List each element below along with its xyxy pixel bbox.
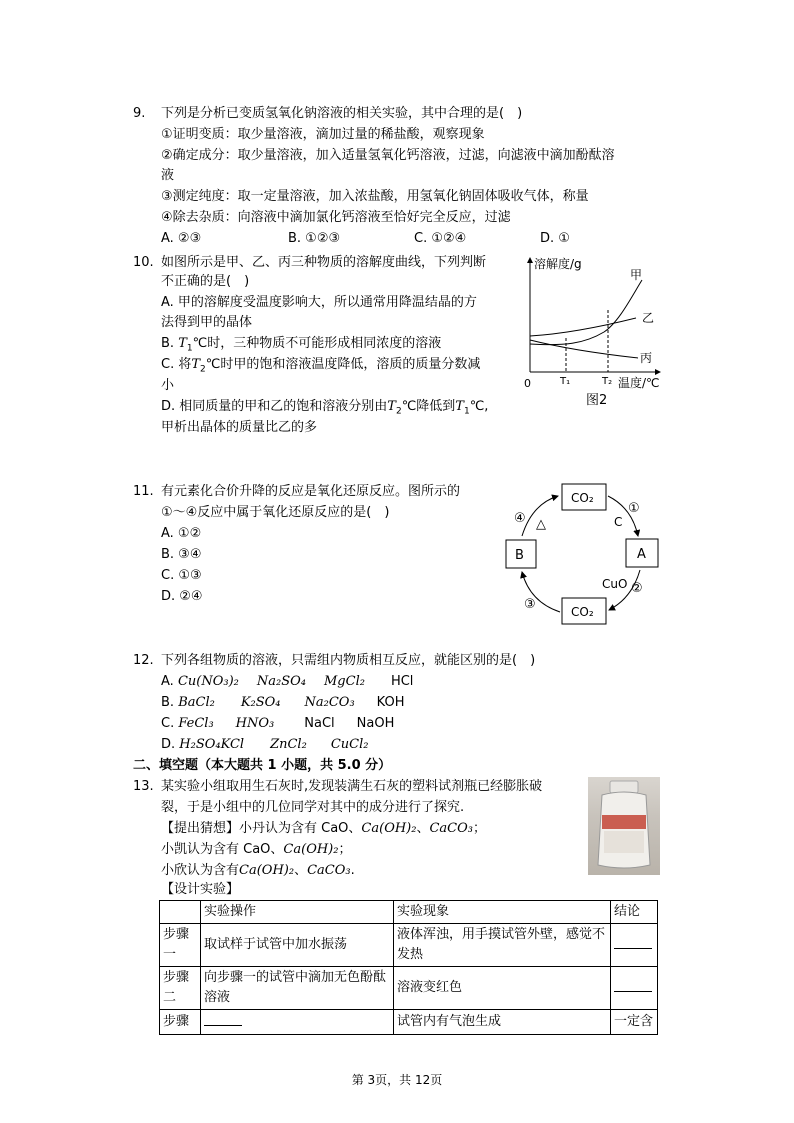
table-header-row (160, 901, 658, 924)
q13-guess-b-head: 小凯认为含有 CaO、 (161, 842, 284, 857)
q13-design-heading: 【设计实验】 (161, 882, 240, 897)
t1-label: T₁ (560, 376, 571, 387)
q12-a-3: MgCl₂ (323, 674, 365, 689)
q11-option-d: D. ②④ (161, 589, 203, 604)
q10-option-c-cont: 小 (161, 378, 175, 393)
q11-number: 11. (133, 484, 154, 499)
label-1: ① (628, 501, 640, 516)
reaction-cycle-diagram (500, 478, 668, 628)
q12-c-2: HNO₃ (235, 716, 275, 731)
page-footer: 第 3页，共 12页 (351, 1073, 443, 1087)
q9-item-3: ③测定纯度：取一定量溶液，加入浓盐酸，用氢氧化钠固体吸收气体，称量 (161, 189, 589, 204)
q13-guess-3 (161, 861, 355, 881)
q13-guess-c-1: Ca(OH)₂ (239, 863, 295, 878)
label-4: ④ (514, 511, 526, 526)
q12-c-3: NaCl (304, 716, 335, 731)
q12-b-1: BaCl₂ (178, 695, 215, 710)
q9-number: 9. (133, 106, 146, 121)
q13-guess-head: 【提出猜想】小丹认为含有 CaO、 (161, 821, 362, 836)
label-c: C (614, 515, 623, 529)
table-header-cell: 实验操作 (201, 901, 394, 924)
q10-option-c-text: ℃时甲的饱和溶液温度降低，溶质的质量分数减 (205, 357, 481, 372)
table-header-cell (160, 901, 201, 924)
q13-number: 13. (133, 779, 154, 794)
solubility-graph (524, 254, 664, 414)
q10-option-d-var1: T (387, 399, 396, 414)
q13-line-2: 裂，于是小组中的几位同学对其中的成分进行了探究. (161, 800, 465, 815)
q10-option-c-sub: 2 (200, 364, 206, 375)
q9-option-c: C. ①②④ (414, 231, 467, 246)
q9-stem: 下列是分析已变质氢氧化钠溶液的相关实验，其中合理的是( ) (161, 106, 523, 121)
q12-d-2: ZnCl₂ (270, 737, 307, 752)
table-cell-blank[interactable] (611, 967, 658, 1010)
q13-guess-c-sep: 、 (294, 863, 308, 878)
q12-number: 12. (133, 653, 154, 668)
table-row (160, 924, 658, 967)
q10-option-a-2: 法得到甲的晶体 (161, 315, 253, 330)
q10-option-c (161, 355, 480, 380)
q9-item-1: ①证明变质：取少量溶液，滴加过量的稀盐酸，观察现象 (161, 127, 485, 142)
q12-c-4: NaOH (356, 716, 395, 731)
q13-guess-a-1: Ca(OH)₂ (361, 821, 417, 836)
q12-d-prefix: D. (161, 737, 180, 752)
series-jia-label: 甲 (630, 268, 643, 282)
t2-label: T₂ (602, 376, 613, 387)
q11-stem-2: ①～④反应中属于氧化还原反应的是( ) (161, 505, 390, 520)
q11-option-b: B. ③④ (161, 547, 202, 562)
table-cell: 步骤一 (160, 924, 201, 967)
q12-a-4: HCl (390, 674, 414, 689)
q13-line-1: 某实验小组取用生石灰时,发现装满生石灰的塑料试剂瓶已经膨胀破 (161, 779, 543, 794)
table-header-cell: 实验现象 (394, 901, 611, 924)
q11-option-c: C. ①③ (161, 568, 202, 583)
q12-b-4: KOH (376, 695, 405, 710)
q13-guess-a-2: CaCO₃ (429, 821, 473, 836)
reagent-bottle-photo (588, 777, 660, 875)
table-cell: 试管内有气泡生成 (394, 1010, 611, 1035)
q13-guess-c-head: 小欣认为含有 (161, 863, 240, 878)
experiment-table (159, 900, 658, 1035)
node-a-label: A (637, 547, 646, 562)
label-3: ③ (524, 597, 536, 612)
q10-option-d-prefix: D. 相同质量的甲和乙的饱和溶液分别由 (161, 399, 388, 414)
q10-option-c-prefix: C. 将 (161, 357, 192, 372)
answer-blank[interactable] (614, 977, 652, 992)
q12-option-b (161, 693, 405, 713)
q12-c-prefix: C. (161, 716, 179, 731)
q9-option-b: B. ①②③ (288, 231, 341, 246)
table-cell: 向步骤一的试管中滴加无色酚酞溶液 (201, 967, 394, 1010)
q12-option-d (161, 735, 368, 755)
q10-option-a-1: A. 甲的溶解度受温度影响大，所以通常用降温结晶的方 (161, 295, 477, 310)
label-2: ② (631, 581, 643, 596)
q13-guess-a-end: ； (473, 821, 487, 836)
figure-caption: 图2 (586, 393, 608, 408)
q10-option-d-mid: ℃降低到 (401, 399, 456, 414)
table-row (160, 967, 658, 1010)
q12-d-1: H₂SO₄KCl (179, 737, 245, 752)
table-cell: 液体浑浊，用手摸试管外壁，感觉不发热 (394, 924, 611, 967)
q12-b-3: Na₂CO₃ (304, 695, 355, 710)
q12-option-c (161, 714, 394, 734)
answer-blank[interactable] (204, 1011, 242, 1026)
table-cell: 步骤 (160, 1010, 201, 1035)
q12-a-2: Na₂SO₄ (256, 674, 306, 689)
q9-item-2: ②确定成分：取少量溶液，加入适量氢氧化钙溶液，过滤，向滤液中滴加酚酞溶 (161, 148, 615, 163)
q13-guess-1 (161, 819, 486, 839)
curve-bing (530, 340, 638, 358)
q9-option-d: D. ① (540, 231, 570, 246)
q10-stem-2: 不正确的是( ) (161, 274, 250, 289)
q10-stem-1: 如图所示是甲、乙、丙三种物质的溶解度曲线，下列判断 (161, 255, 487, 270)
q12-stem: 下列各组物质的溶液，只需组内物质相互反应，就能区别的是( ) (161, 653, 536, 668)
x-axis-label: 温度/℃ (618, 376, 660, 390)
table-header-cell: 结论 (611, 901, 658, 924)
table-cell: 一定含 (611, 1010, 658, 1035)
label-heat: △ (536, 517, 546, 532)
q10-option-c-var: T (191, 357, 201, 372)
q13-guess-b-1: Ca(OH)₂ (283, 842, 339, 857)
q10-option-b-var: T (178, 336, 187, 351)
q13-guess-b-end: ； (338, 842, 352, 857)
q9-item-2-cont: 液 (161, 168, 175, 183)
q12-d-3: CuCl₂ (330, 737, 369, 752)
q10-option-d-sub1: 2 (395, 406, 402, 417)
origin-label: 0 (524, 377, 531, 390)
q13-guess-a-sep: 、 (416, 821, 430, 836)
q11-stem-1: 有元素化合价升降的反应是氧化还原反应。图所示的 (161, 484, 461, 499)
label-cuo: CuO (602, 577, 628, 591)
series-yi-label: 乙 (642, 311, 655, 325)
q12-option-a (161, 672, 413, 692)
q13-guess-c-end: . (350, 863, 355, 878)
q12-b-2: K₂SO₄ (240, 695, 281, 710)
table-cell: 步骤二 (160, 967, 201, 1010)
q11-option-a: A. ①② (161, 526, 202, 541)
q12-b-prefix: B. (161, 695, 179, 710)
q13-guess-c-2: CaCO₃ (307, 863, 351, 878)
q12-c-1: FeCl₃ (178, 716, 214, 731)
table-cell: 溶液变红色 (394, 967, 611, 1010)
q10-number: 10. (133, 255, 154, 270)
q10-option-b-sub: 1 (186, 343, 193, 354)
q10-option-d-sub2: 1 (463, 406, 470, 417)
node-top-co2-label: CO₂ (571, 491, 594, 505)
table-cell-blank[interactable] (201, 1010, 394, 1035)
curve-yi (530, 318, 636, 336)
q12-a-1: Cu(NO₃)₂ (177, 674, 239, 689)
answer-blank[interactable] (614, 934, 652, 949)
q10-option-d-var2: T (455, 399, 464, 414)
q10-option-b-prefix: B. (161, 336, 179, 351)
table-cell: 取试样于试管中加水振荡 (201, 924, 394, 967)
q9-item-4: ④除去杂质：向溶液中滴加氯化钙溶液至恰好完全反应，过滤 (161, 210, 511, 225)
section-2-heading: 二、填空题（本大题共 1 小题，共 5.0 分） (133, 758, 392, 773)
node-bottom-co2-label: CO₂ (571, 605, 594, 619)
q9-option-a: A. ②③ (161, 231, 202, 246)
q10-option-b-text: ℃时，三种物质不可能形成相同浓度的溶液 (192, 336, 442, 351)
series-bing-label: 丙 (640, 351, 653, 365)
y-axis-label: 溶解度/g (534, 257, 582, 271)
q10-option-d-cont: 甲析出晶体的质量比乙的多 (161, 420, 318, 435)
q12-a-prefix: A. (161, 674, 178, 689)
bottle-illustration (588, 777, 660, 875)
q13-guess-2 (161, 840, 351, 860)
table-cell-blank[interactable] (611, 924, 658, 967)
table-row (160, 1010, 658, 1035)
node-b-label: B (515, 548, 524, 563)
q10-option-d-end: ℃, (469, 399, 489, 414)
